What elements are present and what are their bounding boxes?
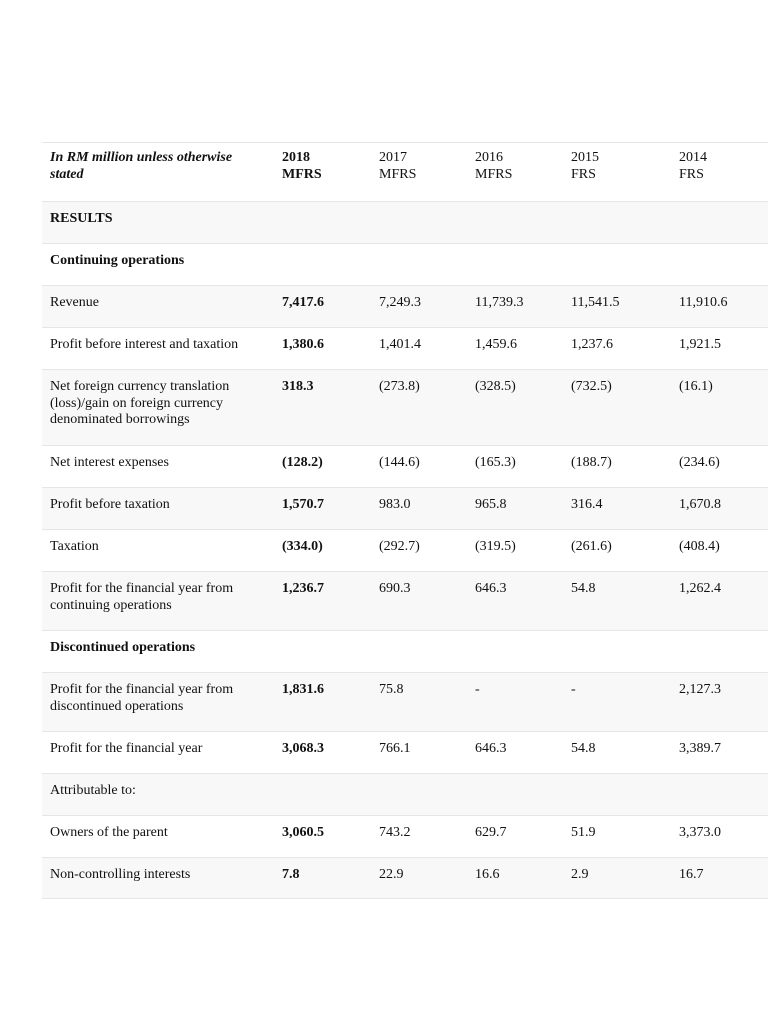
value-2015: 1,237.6 xyxy=(563,328,671,370)
value-2016: (165.3) xyxy=(467,446,563,488)
header-col-2014 xyxy=(671,143,768,202)
value-2014: 3,389.7 xyxy=(671,732,768,774)
table-row xyxy=(42,732,768,774)
value-2016: 646.3 xyxy=(467,732,563,774)
value-2014: (234.6) xyxy=(671,446,768,488)
header-standard: FRS xyxy=(679,166,704,182)
value-2015: (188.7) xyxy=(563,446,671,488)
value-2014: 1,921.5 xyxy=(671,328,768,370)
value-2016: 1,459.6 xyxy=(467,328,563,370)
row-label: Profit for the financial year xyxy=(42,732,274,774)
row-label: Profit for the financial year from continuing operations xyxy=(42,572,274,631)
header-standard: MFRS xyxy=(379,166,417,182)
value-2018: 318.3 xyxy=(274,370,371,446)
value-2018: 1,831.6 xyxy=(274,673,371,732)
header-year: 2015 xyxy=(571,150,599,165)
header-row xyxy=(42,143,768,202)
financial-summary-table xyxy=(42,142,768,899)
value-2018: 3,068.3 xyxy=(274,732,371,774)
value-2014: 16.7 xyxy=(671,858,768,899)
value-2015: (261.6) xyxy=(563,530,671,572)
value-2014: (16.1) xyxy=(671,370,768,446)
table-row xyxy=(42,673,768,732)
value-2016: 965.8 xyxy=(467,488,563,530)
header-standard: MFRS xyxy=(282,166,322,182)
section-row-results xyxy=(42,202,768,244)
value-2016: 646.3 xyxy=(467,572,563,631)
value-2014: 1,670.8 xyxy=(671,488,768,530)
value-2015: 51.9 xyxy=(563,816,671,858)
header-year: 2017 xyxy=(379,150,407,165)
value-2014: 11,910.6 xyxy=(671,286,768,328)
header-standard: MFRS xyxy=(475,166,513,182)
header-col-2018 xyxy=(274,143,371,202)
value-2015: - xyxy=(563,673,671,732)
value-2016: 629.7 xyxy=(467,816,563,858)
value-2014: 2,127.3 xyxy=(671,673,768,732)
value-2017: (273.8) xyxy=(371,370,467,446)
value-2017: (144.6) xyxy=(371,446,467,488)
table-row xyxy=(42,286,768,328)
section-title: Discontinued operations xyxy=(42,631,768,673)
value-2017: 1,401.4 xyxy=(371,328,467,370)
header-label-text: In RM million unless otherwise stated xyxy=(50,150,233,182)
header-year: 2018 xyxy=(282,150,310,165)
value-2017: 75.8 xyxy=(371,673,467,732)
value-2018: 1,236.7 xyxy=(274,572,371,631)
section-title: Attributable to: xyxy=(42,774,768,816)
table-row xyxy=(42,370,768,446)
header-standard: FRS xyxy=(571,166,596,182)
value-2015: (732.5) xyxy=(563,370,671,446)
value-2017: 743.2 xyxy=(371,816,467,858)
row-label: Revenue xyxy=(42,286,274,328)
row-label: Profit before interest and taxation xyxy=(42,328,274,370)
value-2015: 54.8 xyxy=(563,732,671,774)
row-label: Net foreign currency translation (loss)/gain on foreign currency denominated borrowings xyxy=(42,370,274,446)
table-row xyxy=(42,530,768,572)
value-2018: 7,417.6 xyxy=(274,286,371,328)
value-2018: 1,380.6 xyxy=(274,328,371,370)
value-2016: (319.5) xyxy=(467,530,563,572)
value-2017: 766.1 xyxy=(371,732,467,774)
value-2018: 1,570.7 xyxy=(274,488,371,530)
table-row xyxy=(42,858,768,899)
value-2016: (328.5) xyxy=(467,370,563,446)
value-2018: (334.0) xyxy=(274,530,371,572)
row-label: Owners of the parent xyxy=(42,816,274,858)
section-title: Continuing operations xyxy=(42,244,768,286)
value-2016: 11,739.3 xyxy=(467,286,563,328)
value-2018: (128.2) xyxy=(274,446,371,488)
row-label: Non-controlling interests xyxy=(42,858,274,899)
section-row-attributable xyxy=(42,774,768,816)
header-col-2015 xyxy=(563,143,671,202)
value-2018: 3,060.5 xyxy=(274,816,371,858)
header-year: 2016 xyxy=(475,150,503,165)
section-row-discontinued xyxy=(42,631,768,673)
value-2016: 16.6 xyxy=(467,858,563,899)
value-2017: 690.3 xyxy=(371,572,467,631)
value-2015: 11,541.5 xyxy=(563,286,671,328)
value-2015: 316.4 xyxy=(563,488,671,530)
row-label: Taxation xyxy=(42,530,274,572)
value-2017: 983.0 xyxy=(371,488,467,530)
value-2014: 3,373.0 xyxy=(671,816,768,858)
section-row-continuing xyxy=(42,244,768,286)
value-2017: 7,249.3 xyxy=(371,286,467,328)
header-col-2017 xyxy=(371,143,467,202)
value-2014: 1,262.4 xyxy=(671,572,768,631)
header-year: 2014 xyxy=(679,150,707,165)
table-row xyxy=(42,816,768,858)
value-2015: 2.9 xyxy=(563,858,671,899)
header-col-2016 xyxy=(467,143,563,202)
table-row xyxy=(42,488,768,530)
value-2016: - xyxy=(467,673,563,732)
table-row xyxy=(42,328,768,370)
row-label: Profit before taxation xyxy=(42,488,274,530)
value-2014: (408.4) xyxy=(671,530,768,572)
row-label: Net interest expenses xyxy=(42,446,274,488)
header-label xyxy=(42,143,274,202)
table-row xyxy=(42,572,768,631)
section-title: RESULTS xyxy=(42,202,768,244)
value-2015: 54.8 xyxy=(563,572,671,631)
value-2017: 22.9 xyxy=(371,858,467,899)
value-2017: (292.7) xyxy=(371,530,467,572)
table-row xyxy=(42,446,768,488)
row-label: Profit for the financial year from discontinued operations xyxy=(42,673,274,732)
value-2018: 7.8 xyxy=(274,858,371,899)
